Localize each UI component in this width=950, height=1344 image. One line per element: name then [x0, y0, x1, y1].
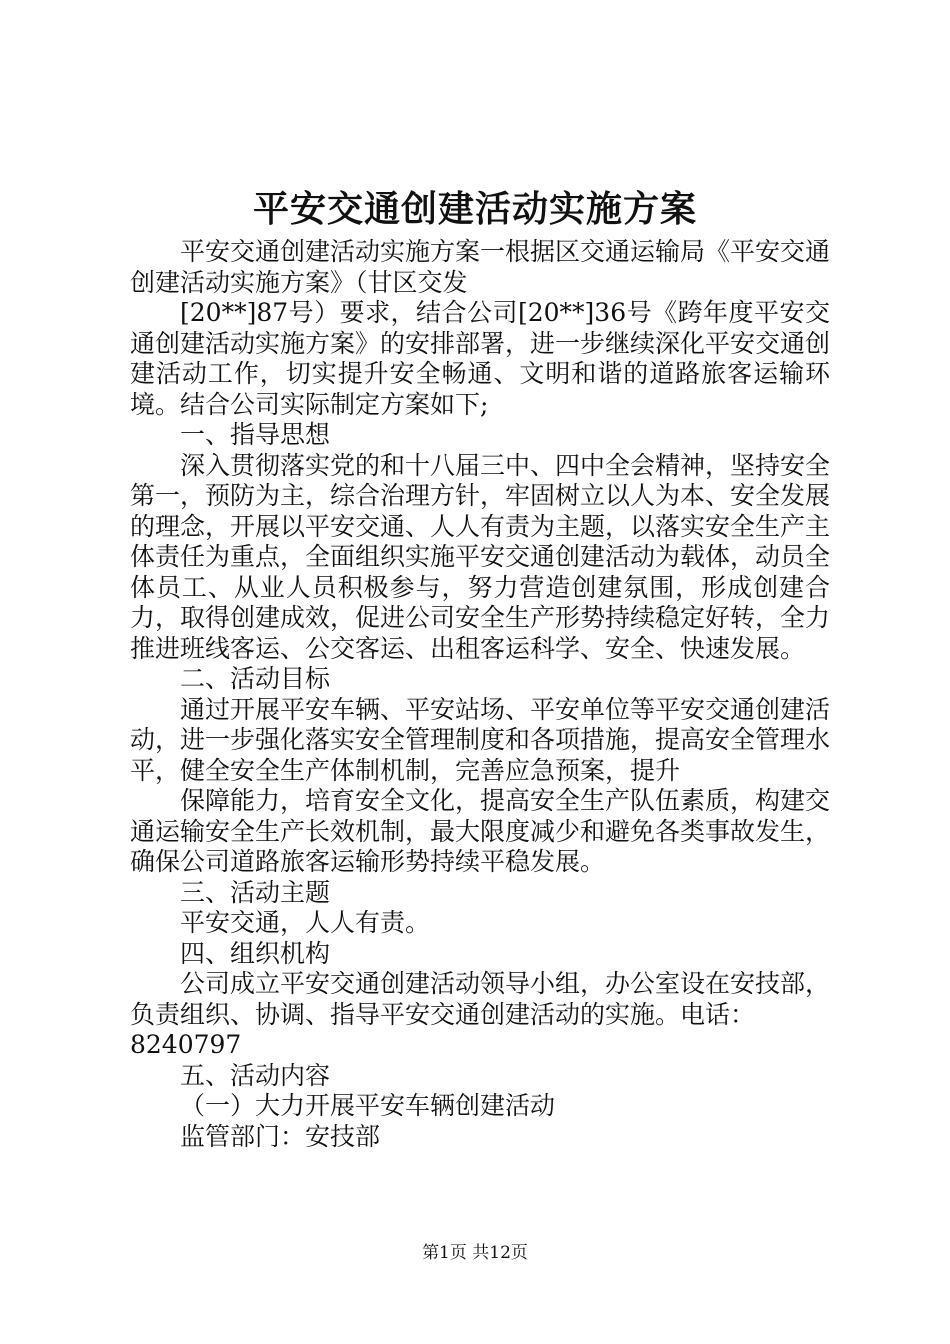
heading-guiding-thought: 一、指导思想: [180, 420, 331, 449]
paragraph-guiding-thought: 深入贯彻落实党的和十八届三中、四中全会精神，坚持安全第一，预防为主，综合治理方针，牢固树立以人为本、安全发展的理念，开展以平安交通、人人有责为主题，以落实安全生产主体责任为重点，全面组织实施平安交通创建活动为载体，动员全体员工、从业人员积极参与，努力营造创建氛围，形成创建合力，取得创建成效，促进公司安全生产形势持续稳定好转，全力推进班线客运、公交客运、出租客运科学、安全、快速发展。: [130, 450, 831, 663]
heading-organization: 四、组织机构: [180, 938, 331, 968]
heading-activity-goals: 二、活动目标: [180, 664, 331, 693]
paragraph-organization: 公司成立平安交通创建活动领导小组，办公室设在安技部，负责组织、协调、指导平安交通创建活动的实施。电话：: [130, 969, 831, 1029]
heading-activity-content: 五、活动内容: [180, 1060, 331, 1090]
paragraph-activity-goals-continued: 保障能力，培育安全文化，提高安全生产队伍素质，构建交通运输安全生产长效机制，最大限度减少和避免各类事故发生，确保公司道路旅客运输形势持续平稳发展。: [130, 786, 831, 876]
paragraph-supervising-department: 监管部门：安技部: [180, 1121, 381, 1151]
page-number-footer: 第1页 共12页: [422, 1243, 528, 1263]
phone-number: 8240797: [130, 1030, 242, 1059]
subheading-safe-vehicles: （一）大力开展平安车辆创建活动: [180, 1091, 556, 1120]
paragraph-requirements: [20**]87号）要求，结合公司[20**]36号《跨年度平安交通创建活动实施方案》的安排部署，进一步继续深化平安交通创建活动工作，切实提升安全畅通、文明和谐的道路旅客运输环境。结合公司实际制定方案如下;: [130, 298, 831, 419]
heading-activity-theme: 三、活动主题: [180, 877, 331, 907]
paragraph-activity-theme: 平安交通，人人有责。: [180, 908, 431, 937]
document-body: [130, 237, 830, 1152]
paragraph-intro: 平安交通创建活动实施方案一根据区交通运输局《平安交通创建活动实施方案》（甘区交发: [130, 237, 831, 297]
paragraph-activity-goals: 通过开展平安车辆、平安站场、平安单位等平安交通创建活动，进一步强化落实安全管理制度和各项措施，提高安全管理水平，健全安全生产体制机制，完善应急预案，提升: [130, 694, 831, 785]
document-title: 平安交通创建活动实施方案: [252, 188, 697, 230]
